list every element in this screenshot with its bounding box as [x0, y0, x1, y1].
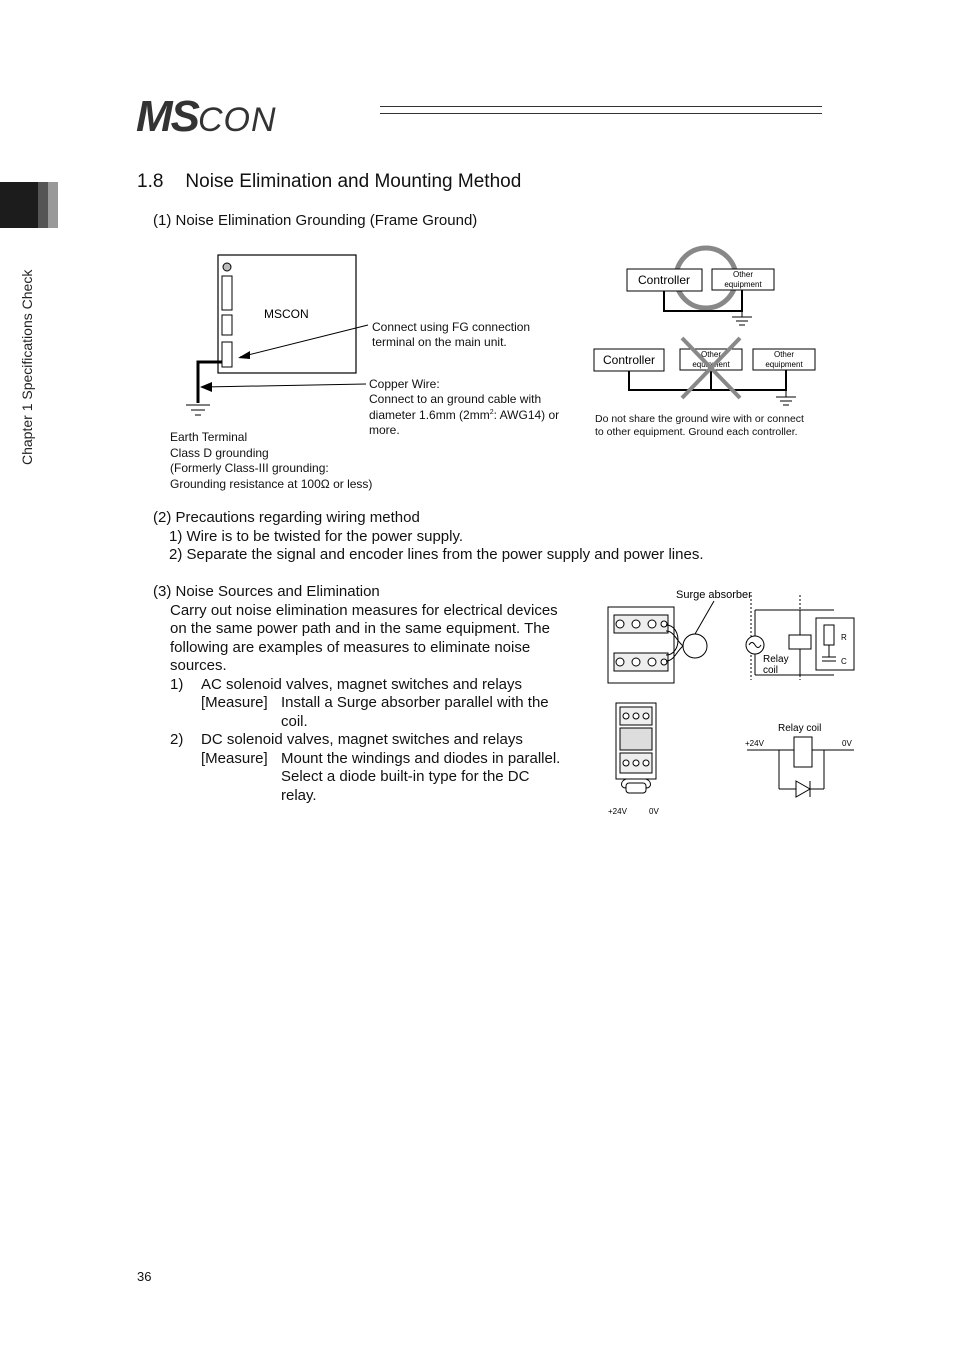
mscon-label: MSCON — [264, 307, 309, 321]
share-note-line2: to other equipment. Ground each controller. — [595, 426, 798, 438]
chapter-tab-dark — [0, 182, 38, 228]
dc-plus24v: +24V — [745, 739, 764, 748]
relay-coil-box-dc — [794, 737, 812, 767]
dc-0v-socket: 0V — [649, 807, 659, 816]
earth-line1: Earth Terminal — [170, 430, 248, 444]
sub3-item1-measure-line1: Install a Surge absorber parallel with the — [281, 694, 549, 711]
resistor-icon — [824, 625, 834, 645]
share-note-line1: Do not share the ground wire with or connect — [595, 413, 804, 425]
relay-coil-line1: Relay — [763, 654, 789, 665]
copper-arrow-head — [200, 382, 212, 392]
copper-line1: Connect to an ground cable with — [369, 391, 542, 406]
page-number: 36 — [137, 1269, 152, 1284]
fg-note-line2: terminal on the main unit. — [372, 334, 507, 349]
sub3-block — [153, 583, 593, 806]
copper-line2 — [369, 406, 559, 423]
sub3-item2-measure-line2: Select a diode built-in type for the DC — [281, 768, 530, 785]
chapter-label: Chapter 1 Specifications Check — [19, 269, 35, 465]
sub3-item2-measure — [153, 750, 593, 806]
sub3-intro-line4: sources. — [170, 657, 227, 674]
sub3-item2-text: DC solenoid valves, magnet switches and relays — [201, 731, 523, 748]
chapter-tab-light — [48, 182, 58, 228]
fg-note-line1: Connect using FG connection — [372, 320, 531, 334]
other-eq-line1-correct: Other — [732, 270, 754, 279]
earth-note — [170, 430, 372, 492]
section-title: Noise Elimination and Mounting Method — [185, 171, 522, 192]
section-number: 1.8 — [137, 171, 164, 192]
chapter-tab-mid — [38, 182, 48, 228]
sub2-item2: 2) Separate the signal and encoder lines from the power supply and power lines. — [169, 546, 704, 563]
dc-diode-icon — [626, 783, 646, 793]
sub3-item1-measure-line2: coil. — [281, 712, 308, 730]
other-eq-line1-wrong-1: Other — [700, 350, 722, 359]
dc-0v: 0V — [842, 739, 852, 748]
sub3-item1-measure-label: [Measure] — [201, 694, 268, 711]
ground-sharing-diagram — [590, 240, 830, 410]
dc-plus24v-socket: +24V — [608, 807, 627, 816]
sub1-heading: (1) Noise Elimination Grounding (Frame Ground) — [153, 212, 478, 229]
copper-title: Copper Wire: — [369, 377, 440, 391]
sub3-intro-line1: Carry out noise elimination measures for electrical devices — [170, 601, 558, 619]
copper-line2-pre: diameter 1.6mm (2mm — [369, 408, 490, 422]
sub3-intro-line3: following are examples of measures to eliminate noise — [170, 638, 531, 656]
diode-icon — [796, 781, 810, 797]
rc-snubber-box — [816, 618, 854, 670]
c-label: C — [841, 657, 847, 666]
copper-line2-sup: 2 — [489, 409, 494, 416]
surge-absorber-label: Surge absorber — [676, 589, 752, 601]
controller-label-wrong: Controller — [602, 353, 656, 367]
controller-label-correct: Controller — [637, 273, 691, 287]
mscon-connector-2 — [222, 315, 232, 335]
copper-line2-post: : AWG14) or — [493, 408, 560, 422]
sub2-heading: (2) Precautions regarding wiring method — [153, 509, 420, 526]
sub3-item2-measure-label: [Measure] — [201, 749, 268, 767]
sub3-item1-text: AC solenoid valves, magnet switches and relays — [201, 675, 522, 693]
sub2-item1: 1) Wire is to be twisted for the power supply. — [169, 527, 464, 545]
mscon-led — [223, 263, 231, 271]
relay-coil-label-dc: Relay coil — [778, 723, 822, 734]
sub3-item1 — [153, 676, 593, 695]
sub3-item2 — [153, 731, 593, 750]
earth-line4: Grounding resistance at 100Ω or less) — [170, 476, 373, 491]
other-eq-line2-wrong-1: equipment — [692, 360, 730, 369]
other-eq-line2-wrong-2: equipment — [765, 360, 803, 369]
earth-line2: Class D grounding — [170, 445, 269, 460]
relay-coil-line2: coil — [763, 665, 779, 676]
sub3-heading: (3) Noise Sources and Elimination — [153, 583, 380, 600]
sub3-item1-measure — [153, 694, 593, 731]
mscon-connector-1 — [222, 276, 232, 310]
mscon-logo — [136, 92, 277, 141]
sub3-item1-num: 1) — [170, 675, 184, 693]
other-eq-line1-wrong-2: Other — [773, 350, 795, 359]
logo-ms: MS — [136, 92, 198, 141]
logo-con: CON — [198, 101, 277, 139]
sub2-block — [153, 509, 704, 565]
r-label: R — [841, 633, 847, 642]
copper-line3: more. — [369, 422, 400, 437]
sub3-intro-line2: on the same power path and in the same equipment. The — [170, 620, 550, 637]
sub3-item2-measure-line1: Mount the windings and diodes in parallel. — [281, 749, 561, 767]
other-eq-line2-correct: equipment — [724, 280, 762, 289]
noise-elimination-diagrams — [604, 585, 864, 820]
sub3-intro — [153, 602, 593, 676]
sub3-item2-measure-line3: relay. — [281, 786, 317, 804]
section-heading — [137, 171, 521, 193]
header-rule-top — [380, 106, 822, 107]
mscon-fg-terminal — [222, 342, 232, 367]
relay-coil-box-ac — [789, 635, 811, 649]
sub3-item2-num: 2) — [170, 731, 184, 748]
copper-arrow-line — [204, 384, 366, 387]
copper-note — [369, 377, 559, 437]
header-rule-bottom — [380, 113, 822, 114]
fg-note — [372, 320, 530, 349]
earth-line3: (Formerly Class-III grounding: — [170, 461, 329, 475]
surge-absorber-icon — [683, 634, 707, 658]
surge-callout — [695, 601, 714, 634]
share-note — [595, 413, 804, 439]
